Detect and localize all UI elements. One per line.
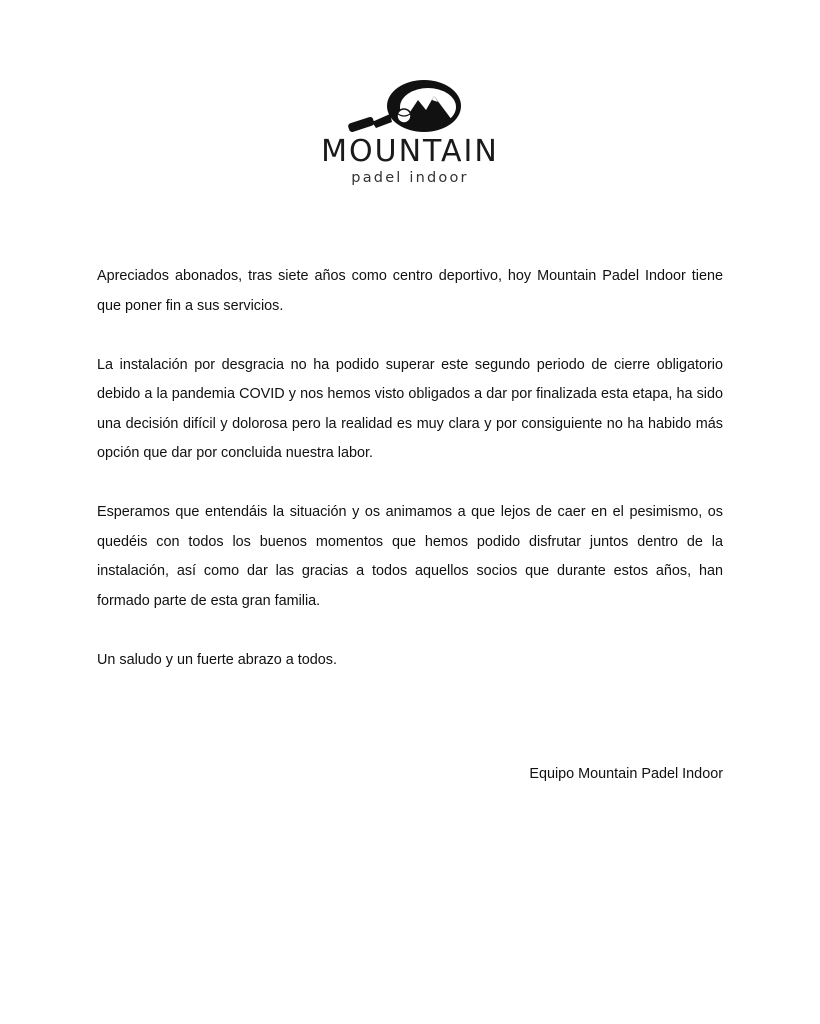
letter-body	[97, 262, 723, 705]
logo	[310, 72, 510, 192]
padel-racket-mountain-icon	[346, 78, 466, 142]
paragraph: Esperamos que entendáis la situación y os animamos a que lejos de caer en el pesimismo, os quedéis con todos los buenos momentos que hemos podido disfrutar juntos dentro de la instalación, así como dar las gracias a todos aquellos socios que durante estos años, han formado parte de esta gran familia.	[97, 504, 723, 609]
logo-wordmark: MOUNTAIN	[321, 134, 499, 169]
paragraph: Apreciados abonados, tras siete años como centro deportivo, hoy Mountain Padel Indoor tiene que poner fin a sus servicios.	[97, 268, 723, 314]
paragraph: Un saludo y un fuerte abrazo a todos.	[97, 651, 337, 668]
logo-subtitle: padel indoor	[351, 170, 469, 186]
paragraph: La instalación por desgracia no ha podido superar este segundo periodo de cierre obligatorio debido a la pandemia COVID y nos hemos visto obligados a dar por finalizada esta etapa, ha sido una decisión difícil y dolorosa pero la realidad es muy clara y por consiguiente no ha habido más opción que dar por concluida nuestra labor.	[97, 356, 723, 461]
signature: Equipo Mountain Padel Indoor	[529, 766, 723, 782]
